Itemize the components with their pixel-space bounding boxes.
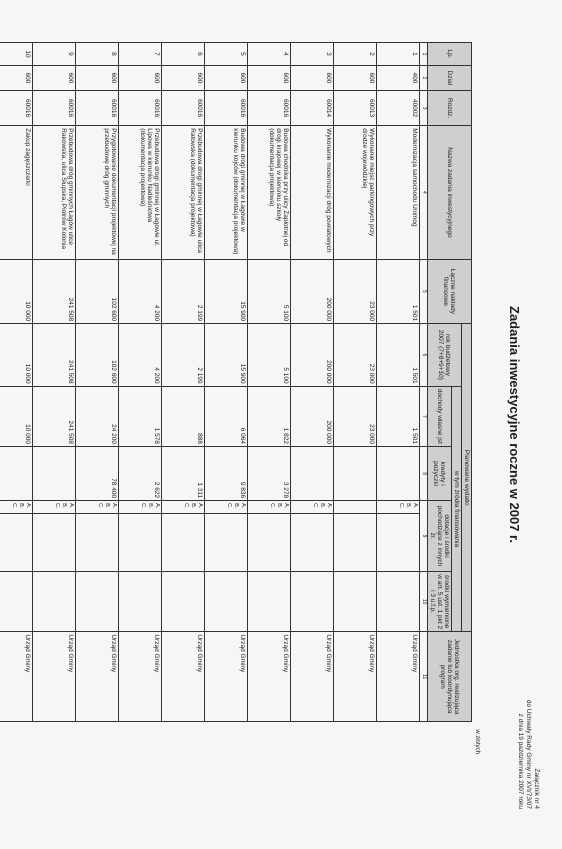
row-jednostka: Urząd Gminy bbox=[33, 632, 76, 722]
row-laczne: 200 000 bbox=[291, 259, 334, 324]
header-dotacje: dotacje i środki pochodzące z innych źr. bbox=[428, 501, 452, 572]
row-nazwa: Zakup zagęszczarki bbox=[0, 126, 33, 259]
row-dzial: 600 bbox=[33, 65, 76, 90]
table-body bbox=[0, 43, 420, 722]
column-number: 2 bbox=[420, 65, 428, 90]
table-row bbox=[119, 43, 162, 722]
row-rok: 4 200 bbox=[119, 324, 162, 386]
row-laczne: 10 000 bbox=[0, 259, 33, 324]
row-lp: 3 bbox=[291, 43, 334, 66]
header-dochody: dochody własne jst bbox=[428, 386, 452, 446]
row-dotacje bbox=[291, 513, 334, 571]
row-kredyty bbox=[291, 447, 334, 501]
row-laczne: 4 200 bbox=[119, 259, 162, 324]
row-lp: 8 bbox=[76, 43, 119, 66]
row-nazwa: Przebudowa drogi gminnej w Łagowie ul. Lipowa w kierunku Nadleśnictwa (dokumentacja projektowa) bbox=[119, 126, 162, 259]
table-row bbox=[377, 43, 420, 722]
row-rozdz: 60016 bbox=[0, 90, 33, 125]
table-row bbox=[248, 43, 291, 722]
header-kredyty: kredyty i pożyczki bbox=[428, 447, 452, 501]
row-rok: 15 900 bbox=[205, 324, 248, 386]
row-srodki bbox=[33, 571, 76, 631]
header-nazwa: Nazwa zadania inwestycyjnego bbox=[428, 126, 472, 259]
row-rozdz: 60016 bbox=[33, 90, 76, 125]
row-rozdz: 60016 bbox=[248, 90, 291, 125]
row-dotacje bbox=[33, 513, 76, 571]
row-dochody: 24 200 bbox=[76, 386, 119, 446]
header-jednostka: Jednostka org. realizująca zadanie lub koordynująca program bbox=[428, 632, 472, 722]
column-number: 4 bbox=[420, 126, 428, 259]
row-source-letters: A. B. C. bbox=[291, 501, 334, 513]
row-srodki bbox=[0, 571, 33, 631]
row-rozdz: 60016 bbox=[76, 90, 119, 125]
row-srodki bbox=[76, 571, 119, 631]
row-lp: 7 bbox=[119, 43, 162, 66]
document-title: Zadania inwestycyjne roczne w 2007 r. bbox=[507, 306, 522, 543]
row-dotacje bbox=[76, 513, 119, 571]
row-nazwa: Budowa chodnika przy ulicy Zapłotnej od drogi krajowej w kierunku szkoły (dokumentacja projektowa) bbox=[248, 126, 291, 259]
column-number: 11 bbox=[420, 632, 428, 722]
column-number: 3 bbox=[420, 90, 428, 125]
row-dzial: 400 bbox=[377, 65, 420, 90]
row-rozdz: 60016 bbox=[119, 90, 162, 125]
header-dzial: Dział bbox=[428, 65, 472, 90]
column-number: 1 bbox=[420, 43, 428, 66]
row-laczne: 23 000 bbox=[334, 259, 377, 324]
row-source-letters: A. B. C. bbox=[33, 501, 76, 513]
column-number: 7 bbox=[420, 386, 428, 446]
row-jednostka: Urząd Gminy bbox=[248, 632, 291, 722]
annex-resolution: do Uchwały Rady Gminy nr XVI/73/07 bbox=[525, 699, 532, 809]
row-dzial: 600 bbox=[119, 65, 162, 90]
row-dzial: 600 bbox=[291, 65, 334, 90]
row-rok: 5 100 bbox=[248, 324, 291, 386]
row-source-letters: A. B. C. bbox=[205, 501, 248, 513]
table-row bbox=[33, 43, 76, 722]
row-kredyty bbox=[334, 447, 377, 501]
annex-number: Załącznik nr 4 bbox=[533, 768, 540, 809]
row-nazwa: Przebudowa drogi gminnej w Łagowie ulica Ratowska (dokumentacja projektowa) bbox=[162, 126, 205, 259]
row-dochody: 1 501 bbox=[377, 386, 420, 446]
row-laczne: 241 508 bbox=[33, 259, 76, 324]
unit-note: w złotych bbox=[474, 729, 480, 754]
row-srodki bbox=[162, 571, 205, 631]
table-row bbox=[334, 43, 377, 722]
row-srodki bbox=[248, 571, 291, 631]
row-dzial: 600 bbox=[76, 65, 119, 90]
row-laczne: 1 501 bbox=[377, 259, 420, 324]
row-srodki bbox=[377, 571, 420, 631]
table-row bbox=[0, 43, 33, 722]
header-planowane: Planowane wydatki bbox=[462, 324, 472, 632]
header-laczne: Łączne nakłady finansowe bbox=[428, 259, 472, 324]
row-srodki bbox=[205, 571, 248, 631]
row-dotacje bbox=[334, 513, 377, 571]
row-lp: 4 bbox=[248, 43, 291, 66]
row-dochody: 888 bbox=[162, 386, 205, 446]
row-jednostka: Urząd Gminy bbox=[291, 632, 334, 722]
column-number: 8 bbox=[420, 447, 428, 501]
header-lp: Lp. bbox=[428, 43, 472, 66]
row-source-letters: A. B. C. bbox=[119, 501, 162, 513]
row-nazwa: Budowa drogi gminnej w Łagowie w kierunku kojców (dokumentacja projektowa) bbox=[205, 126, 248, 259]
row-srodki bbox=[119, 571, 162, 631]
row-dotacje bbox=[0, 513, 33, 571]
row-srodki bbox=[334, 571, 377, 631]
row-nazwa: Wykonanie modernizacji dróg powiatowych bbox=[291, 126, 334, 259]
row-jednostka: Urząd Gminy bbox=[119, 632, 162, 722]
row-rok: 102 600 bbox=[76, 324, 119, 386]
row-source-letters: A. B. C. bbox=[76, 501, 119, 513]
row-rok: 1 501 bbox=[377, 324, 420, 386]
row-dzial: 600 bbox=[248, 65, 291, 90]
header-rok: rok budżetowy 2007 (7+8+9+10) bbox=[428, 324, 462, 386]
row-jednostka: Urząd Gminy bbox=[205, 632, 248, 722]
row-source-letters bbox=[334, 501, 377, 513]
row-lp: 1 bbox=[377, 43, 420, 66]
row-rok: 23 000 bbox=[334, 324, 377, 386]
row-rok: 241 508 bbox=[33, 324, 76, 386]
row-rok: 10 000 bbox=[0, 324, 33, 386]
row-kredyty bbox=[33, 447, 76, 501]
row-lp: 2 bbox=[334, 43, 377, 66]
header-srodki: środki wymienione w art. 5 ust. 1 pkt 2 i 3 u.f.p. bbox=[428, 571, 452, 631]
row-kredyty bbox=[377, 447, 420, 501]
row-kredyty: 3 278 bbox=[248, 447, 291, 501]
row-kredyty: 78 400 bbox=[76, 447, 119, 501]
row-nazwa: Przebudowa dróg gminnych Łagów ulice Rakowska, ulica Słupska, Piotrów Kolonia bbox=[33, 126, 76, 259]
row-dotacje bbox=[377, 513, 420, 571]
investment-table bbox=[0, 42, 472, 722]
row-lp: 9 bbox=[33, 43, 76, 66]
row-lp: 10 bbox=[0, 43, 33, 66]
row-laczne: 102 600 bbox=[76, 259, 119, 324]
row-dochody: 1 822 bbox=[248, 386, 291, 446]
table-row bbox=[205, 43, 248, 722]
row-jednostka: Urząd Gminy bbox=[0, 632, 33, 722]
column-number: 9 bbox=[420, 501, 428, 572]
row-dzial: 600 bbox=[162, 65, 205, 90]
row-dochody: 6 064 bbox=[205, 386, 248, 446]
row-nazwa: Przygotowanie dokumentacji projektowej na przebudowę dróg gminnych bbox=[76, 126, 119, 259]
row-lp: 6 bbox=[162, 43, 205, 66]
row-source-letters: A. B. C. bbox=[377, 501, 420, 513]
column-number: 5 bbox=[420, 259, 428, 324]
column-number-row bbox=[420, 43, 428, 722]
row-dochody: 241 508 bbox=[33, 386, 76, 446]
row-kredyty bbox=[0, 447, 33, 501]
table-row bbox=[76, 43, 119, 722]
row-dotacje bbox=[162, 513, 205, 571]
row-rok: 2 199 bbox=[162, 324, 205, 386]
row-srodki bbox=[291, 571, 334, 631]
row-rozdz: 40002 bbox=[377, 90, 420, 125]
row-jednostka: Urząd Gminy bbox=[76, 632, 119, 722]
row-rozdz: 60014 bbox=[291, 90, 334, 125]
row-jednostka: Urząd Gminy bbox=[334, 632, 377, 722]
row-rozdz: 60016 bbox=[205, 90, 248, 125]
row-dzial: 600 bbox=[205, 65, 248, 90]
row-nazwa: Modernizacja samochodu Unimog bbox=[377, 126, 420, 259]
row-dochody: 1 578 bbox=[119, 386, 162, 446]
row-laczne: 5 100 bbox=[248, 259, 291, 324]
row-source-letters: A. B. C. bbox=[0, 501, 33, 513]
row-dotacje bbox=[205, 513, 248, 571]
column-number: 6 bbox=[420, 324, 428, 386]
row-dochody: 200 000 bbox=[291, 386, 334, 446]
row-kredyty: 9 836 bbox=[205, 447, 248, 501]
annex-date: z dnia 19 października 2007 roku bbox=[517, 713, 524, 809]
table-row bbox=[291, 43, 334, 722]
row-kredyty: 1 311 bbox=[162, 447, 205, 501]
header-rozdz: Rozdz. bbox=[428, 90, 472, 125]
row-source-letters: A. B. C. bbox=[162, 501, 205, 513]
row-lp: 5 bbox=[205, 43, 248, 66]
row-rok: 200 000 bbox=[291, 324, 334, 386]
row-dochody: 10 000 bbox=[0, 386, 33, 446]
row-laczne: 2 199 bbox=[162, 259, 205, 324]
row-laczne: 15 900 bbox=[205, 259, 248, 324]
row-kredyty: 2 622 bbox=[119, 447, 162, 501]
row-dochody: 23 000 bbox=[334, 386, 377, 446]
row-dzial: 600 bbox=[334, 65, 377, 90]
row-jednostka: Urząd Gminy bbox=[377, 632, 420, 722]
row-rozdz: 60013 bbox=[334, 90, 377, 125]
table-row bbox=[162, 43, 205, 722]
row-dzial: 600 bbox=[0, 65, 33, 90]
row-jednostka: Urząd Gminy bbox=[162, 632, 205, 722]
header-w-tym: w tym źródła finansowania bbox=[452, 386, 462, 632]
row-source-letters: A. B. C. bbox=[248, 501, 291, 513]
column-number: 10 bbox=[420, 571, 428, 631]
row-dotacje bbox=[119, 513, 162, 571]
row-rozdz: 60016 bbox=[162, 90, 205, 125]
row-dotacje bbox=[248, 513, 291, 571]
row-nazwa: Wykonanie miejsc parkingowych przy drodze wojewódzkiej bbox=[334, 126, 377, 259]
